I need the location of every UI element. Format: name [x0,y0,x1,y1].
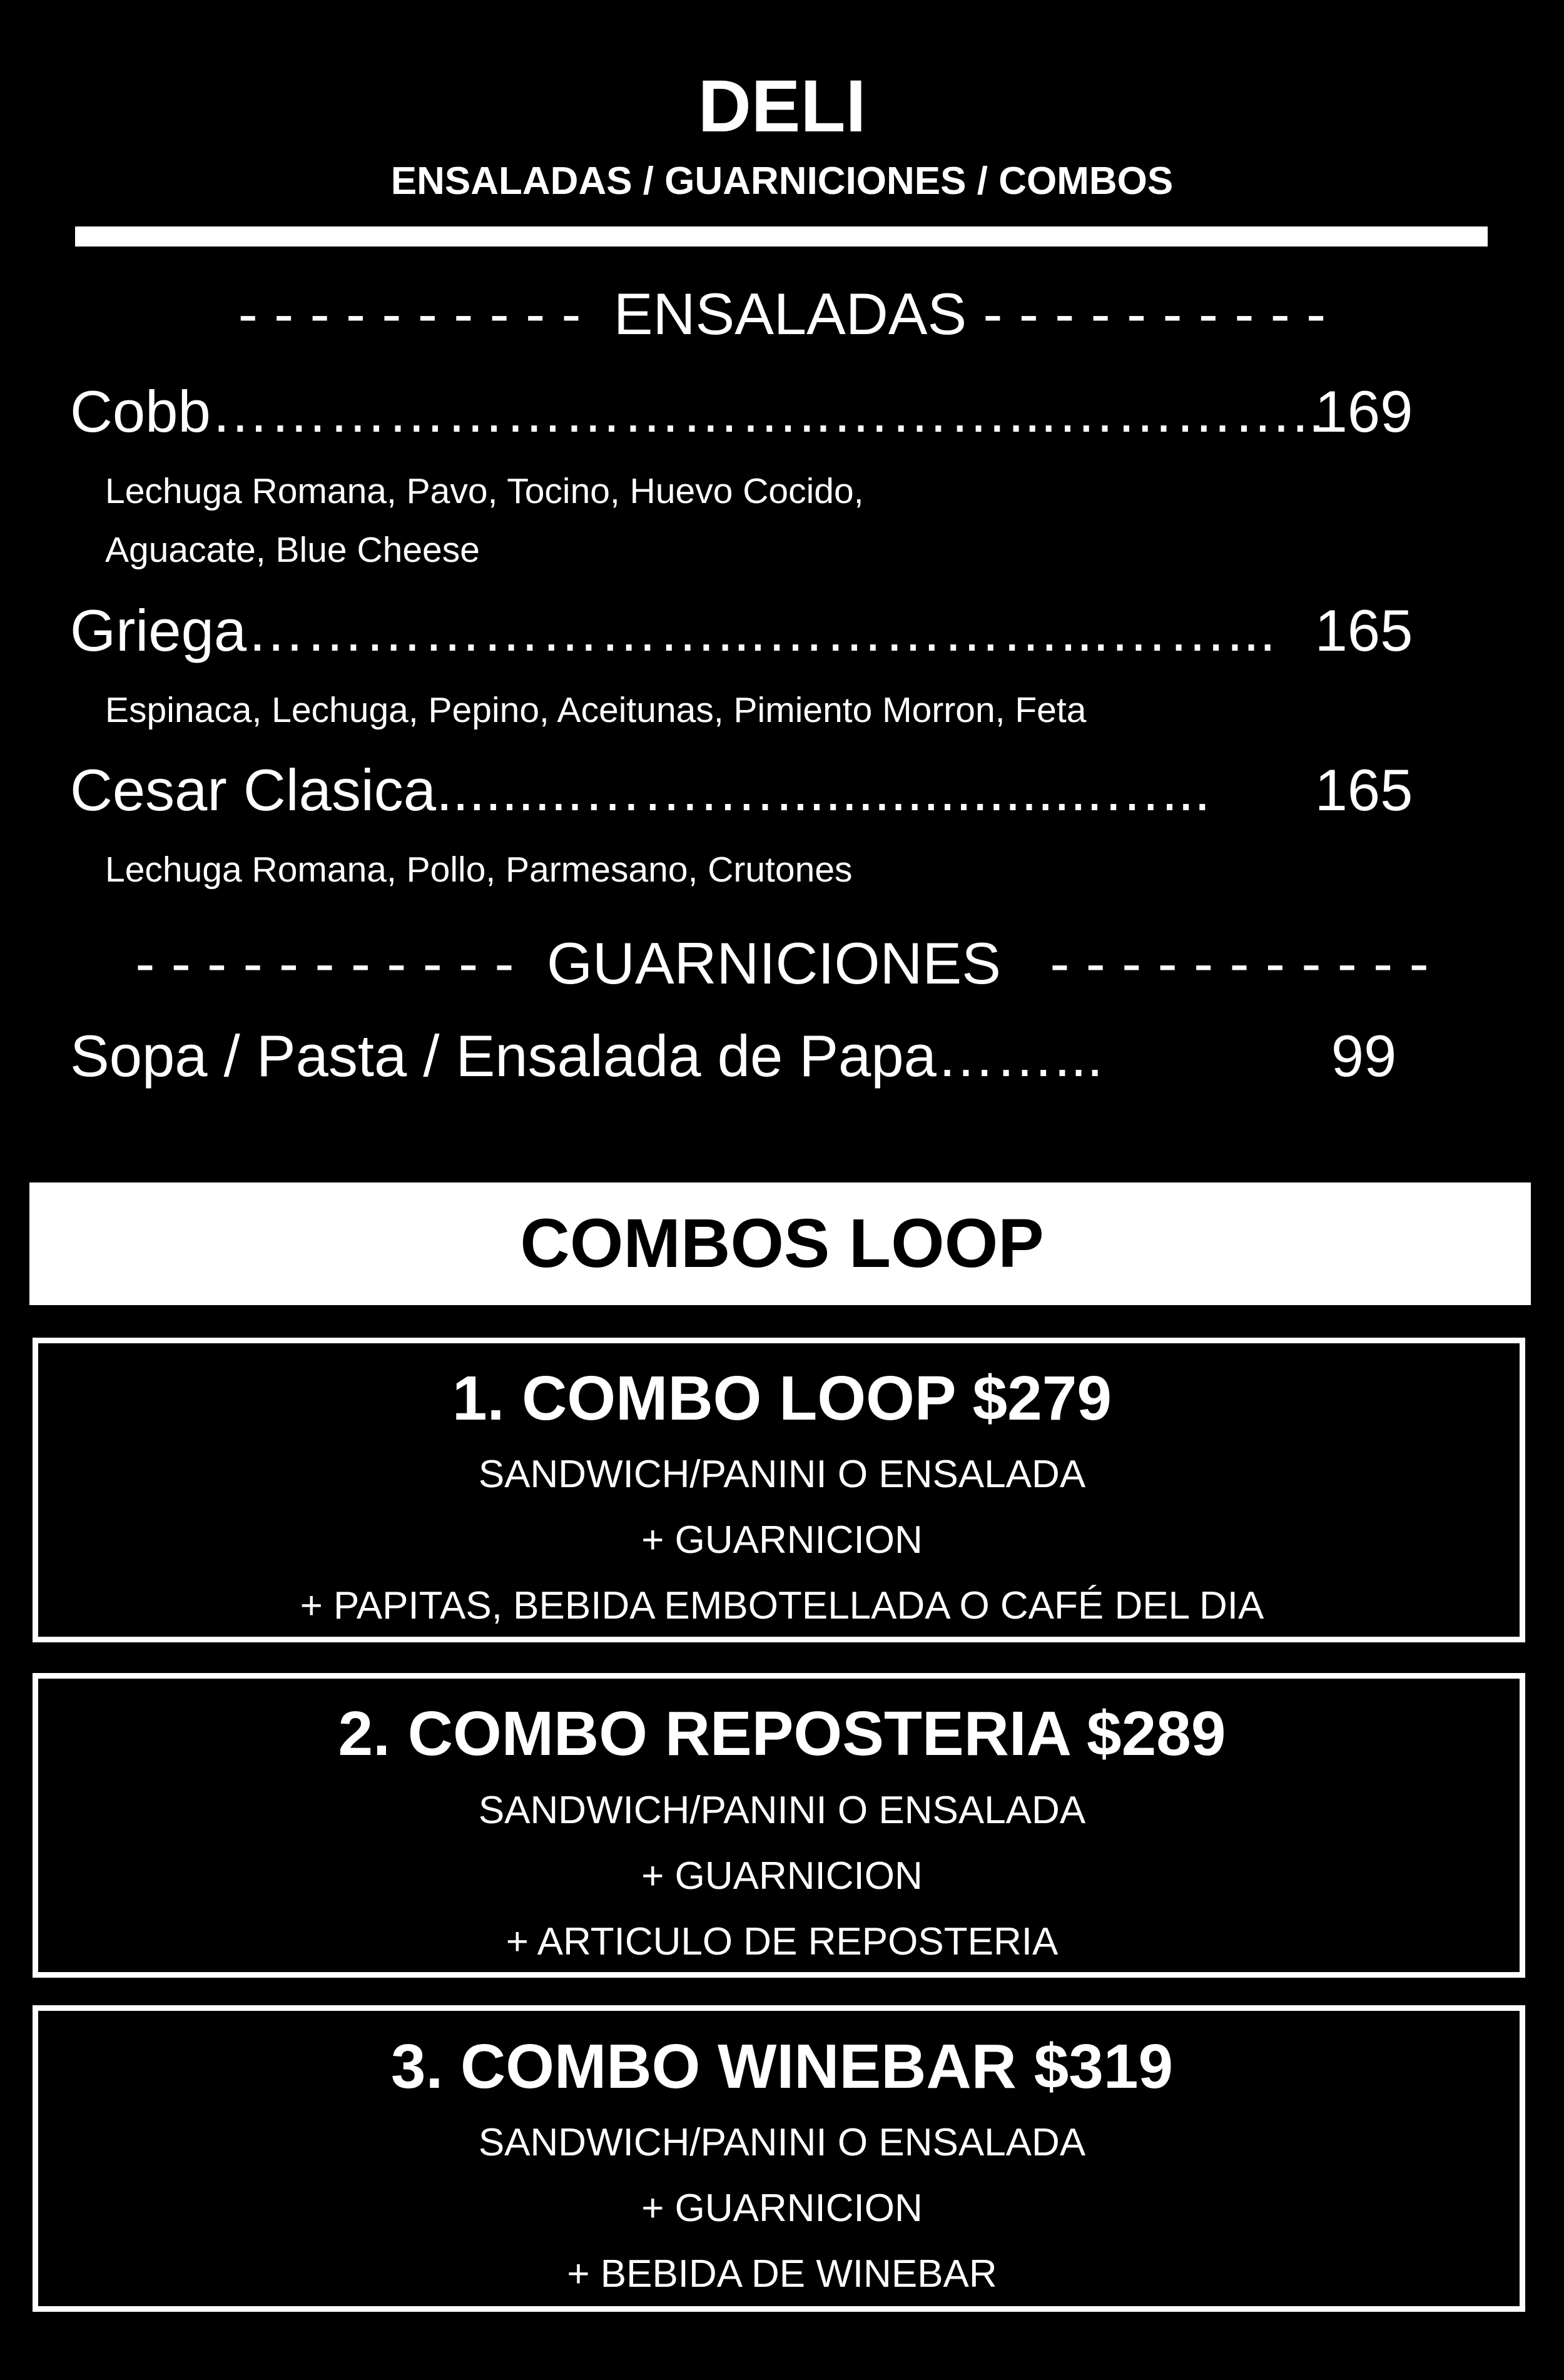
combo-title-loop: 1. COMBO LOOP $279 [452,1363,1112,1433]
combo-line-reposteria-1: SANDWICH/PANINI O ENSALADA [478,1789,1086,1832]
menu-item-description-cesar-clasica: Lechuga Romana, Pollo, Parmesano, Crutones [105,850,853,890]
combo-title-reposteria: 2. COMBO REPOSTERIA $289 [338,1699,1226,1769]
combo-line-loop-2: + GUARNICION [641,1518,923,1562]
menu-item-price-cesar-clasica: 165 [1314,757,1413,823]
combo-line-reposteria-3: + ARTICULO DE REPOSTERIA [505,1920,1059,1963]
menu-item-description-cobb-line-2: Aguacate, Blue Cheese [105,530,480,570]
section-heading-guarniciones: - - - - - - - - - - - GUARNICIONES - - - - - - - - - - - [135,930,1429,996]
combo-line-winebar-3: + BEBIDA DE WINEBAR [567,2252,997,2296]
combo-line-winebar-2: + GUARNICION [641,2187,923,2230]
combo-title-winebar: 3. COMBO WINEBAR $319 [390,2032,1174,2102]
menu-item-description-cobb-line-1: Lechuga Romana, Pavo, Tocino, Huevo Cocido, [105,471,864,511]
menu-item-price-griega: 165 [1314,598,1413,663]
combo-line-loop-3: + PAPITAS, BEBIDA EMBOTELLADA O CAFÉ DEL DIA [300,1584,1264,1627]
menu-item-name-guarniciones: Sopa / Pasta / Ensalada de Papa……... [70,1023,1104,1089]
menu-item-name-griega: Griega……………………...……………...……... [70,598,1276,663]
menu-item-name-cesar-clasica: Cesar Clasica.........…….…....................…... [70,757,1211,823]
page-subtitle: ENSALADAS / GUARNICIONES / COMBOS [390,160,1174,203]
menu-item-description-griega: Espinaca, Lechuga, Pepino, Aceitunas, Pimiento Morron, Feta [105,690,1087,730]
combo-line-reposteria-2: + GUARNICION [641,1854,923,1898]
page-title: DELI [698,65,866,148]
menu-item-name-cobb: Cobb…………………………..………...………….. [70,379,1325,444]
combo-line-loop-1: SANDWICH/PANINI O ENSALADA [478,1453,1086,1496]
section-heading-ensaladas: - - - - - - - - - - ENSALADAS - - - - - - - - - - [238,281,1326,347]
combo-line-winebar-1: SANDWICH/PANINI O ENSALADA [478,2121,1086,2164]
title-divider [75,226,1488,247]
combos-banner-title: COMBOS LOOP [520,1205,1044,1282]
menu-item-price-cobb: 169 [1314,379,1413,444]
menu-item-price-guarniciones: 99 [1331,1023,1397,1089]
